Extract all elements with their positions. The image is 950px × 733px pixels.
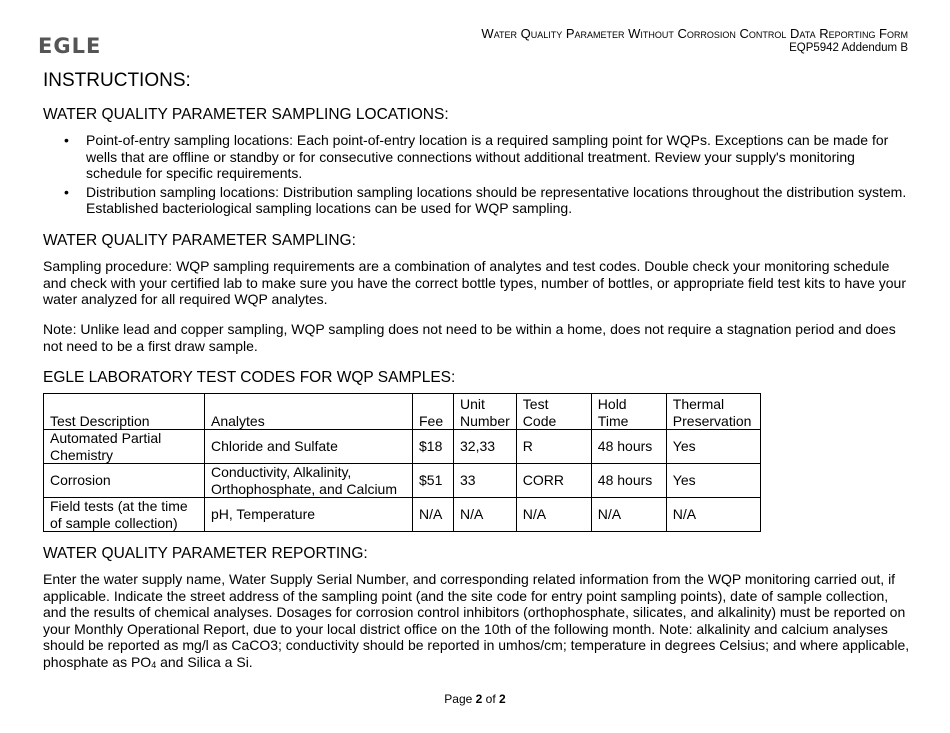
col-header-test-code: Test Code bbox=[516, 394, 591, 430]
sampling-procedure-paragraph: Sampling procedure: WQP sampling requirements are a combination of analytes and test codes. Double check your monitoring schedule and check with your certified lab to make sure you have the correct bottle types, number of bottles, or appropriate field test kits to have your water analyzed for all required WQP analytes. bbox=[43, 258, 907, 307]
sampling-note-paragraph: Note: Unlike lead and copper sampling, WQP sampling does not need to be within a home, does not require a stagnation period and does not need to be a first draw sample. bbox=[43, 321, 896, 354]
cell-analytes: Conductivity, Alkalinity, Orthophosphate, and Calcium bbox=[205, 464, 413, 498]
form-code: EQP5942 Addendum B bbox=[789, 42, 908, 54]
table-row bbox=[44, 430, 761, 464]
page-number: Page 2 of 2 bbox=[444, 692, 506, 706]
cell-hold-time: 48 hours bbox=[591, 430, 666, 464]
cell-fee: $51 bbox=[413, 464, 454, 498]
egle-logo: EGLE bbox=[38, 34, 102, 58]
col-header-unit-number: Unit Number bbox=[454, 394, 517, 430]
locations-list bbox=[60, 132, 910, 219]
cell-description: Automated Partial Chemistry bbox=[44, 430, 205, 464]
table-header-row bbox=[44, 394, 761, 430]
cell-fee: N/A bbox=[413, 498, 454, 532]
reporting-paragraph: Enter the water supply name, Water Supply Serial Number, and corresponding related information from the WQP monitoring carried out, if applicable. Indicate the street address of the sampling point (and the site code for entry point sampling points), date of sample collection, and the results of chemical analyses. Dosages for corrosion control inhibitors (orthophosphate, silicates, and alkalinity) must be reported on your Monthly Operational Report, due to your local district office on the 10th of the following month. Note: alkalinity and calcium analyses should be reported as mg/l as CaCO3; conductivity should be reported in umhos/cm; temperature in degrees Celsius; and where applicable, phosphate as $PO_4$ and Silica a Si. bbox=[43, 571, 910, 670]
cell-description: Field tests (at the time of sample collection) bbox=[44, 498, 205, 532]
bullet-icon: • bbox=[64, 183, 69, 200]
col-header-hold-time: Hold Time bbox=[591, 394, 666, 430]
cell-test-code: CORR bbox=[516, 464, 591, 498]
cell-description: Corrosion bbox=[44, 464, 205, 498]
cell-thermal: N/A bbox=[666, 498, 760, 532]
form-title: Water Quality Parameter Without Corrosion Control Data Reporting Form bbox=[481, 26, 908, 41]
test-codes-heading: EGLE LABORATORY TEST CODES FOR WQP SAMPLES: bbox=[43, 369, 456, 386]
cell-thermal: Yes bbox=[666, 464, 760, 498]
cell-analytes: Chloride and Sulfate bbox=[205, 430, 413, 464]
col-header-fee: Fee bbox=[413, 394, 454, 430]
cell-unit-number: 32,33 bbox=[454, 430, 517, 464]
sampling-heading: WATER QUALITY PARAMETER SAMPLING: bbox=[43, 232, 356, 249]
cell-hold-time: 48 hours bbox=[591, 464, 666, 498]
cell-analytes: pH, Temperature bbox=[205, 498, 413, 532]
col-header-analytes: Analytes bbox=[205, 394, 413, 430]
cell-test-code: N/A bbox=[516, 498, 591, 532]
reporting-heading: WATER QUALITY PARAMETER REPORTING: bbox=[43, 545, 368, 562]
col-header-thermal-preservation: Thermal Preservation bbox=[666, 394, 760, 430]
cell-thermal: Yes bbox=[666, 430, 760, 464]
list-item: • Point-of-entry sampling locations: Each point-of-entry location is a required sampling point for WQPs. Exceptions can be made for wells that are offline or standby or for consecutive connections without additional treatment. Review your supply's monitoring schedule for specific requirements. bbox=[64, 132, 889, 181]
test-codes-table bbox=[43, 393, 761, 532]
cell-unit-number: 33 bbox=[454, 464, 517, 498]
list-item: • Distribution sampling locations: Distribution sampling locations should be representative locations throughout the distribution system. Established bacteriological sampling locations can be used for WQP sampling. bbox=[64, 183, 907, 216]
instructions-heading: INSTRUCTIONS: bbox=[43, 70, 191, 91]
cell-hold-time: N/A bbox=[591, 498, 666, 532]
col-header-description: Test Description bbox=[44, 394, 205, 430]
cell-unit-number: N/A bbox=[454, 498, 517, 532]
bullet-icon: • bbox=[64, 132, 69, 148]
cell-test-code: R bbox=[516, 430, 591, 464]
table-row bbox=[44, 464, 761, 498]
table-row bbox=[44, 498, 761, 532]
cell-fee: $18 bbox=[413, 430, 454, 464]
locations-heading: WATER QUALITY PARAMETER SAMPLING LOCATIONS: bbox=[43, 106, 449, 123]
